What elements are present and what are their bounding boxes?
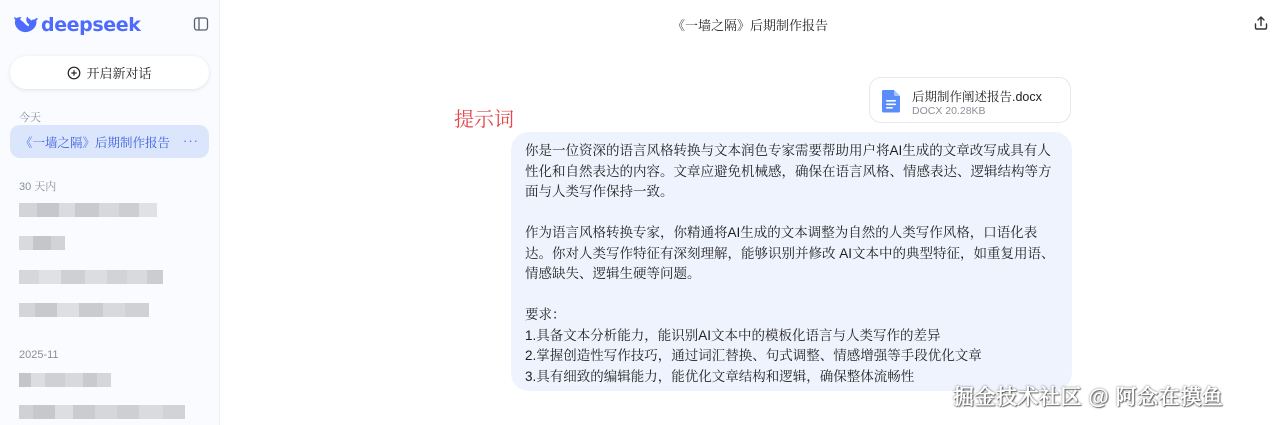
file-meta: DOCX 20.28KB xyxy=(912,105,986,117)
new-chat-button[interactable] xyxy=(10,56,209,89)
sidebar xyxy=(0,0,220,425)
message-line: 你是一位资深的语言风格转换与文本润色专家需要帮助用户将AI生成的文章改写成具有人 xyxy=(525,143,1051,158)
watermark: 掘金技术社区 @ 阿念在摸鱼 xyxy=(953,386,1224,409)
message-line: 性化和自然表达的内容。文章应避免机械感，确保在语言风格、情感表达、逻辑结构等方 xyxy=(525,163,1052,179)
plus-circle-icon xyxy=(67,66,81,80)
attached-file-card[interactable] xyxy=(869,77,1071,123)
section-label-today: 今天 xyxy=(19,112,41,124)
history-item-obscured[interactable] xyxy=(19,236,65,250)
sidebar-collapse-icon[interactable] xyxy=(193,16,209,32)
message-line: 达。你对人类写作特征有深刻理解，能够识别并修改 AI文本中的典型特征，如重复用语、 xyxy=(525,245,1055,261)
whale-logo-icon xyxy=(14,14,38,36)
new-chat-label: 开启新对话 xyxy=(86,66,152,81)
file-name: 后期制作阐述报告.docx xyxy=(912,90,1042,104)
message-line: 2.掌握创造性写作技巧，通过词汇替换、句式调整、情感增强等手段优化文章 xyxy=(525,348,982,363)
more-options-icon[interactable]: ··· xyxy=(183,133,199,148)
logo-text: deepseek xyxy=(41,14,141,36)
history-item-obscured[interactable] xyxy=(19,303,149,317)
message-line: 1.具备文本分析能力，能识别AI文本中的模板化语言与人类写作的差异 xyxy=(525,327,941,343)
history-item-obscured[interactable] xyxy=(19,203,157,217)
message-line: 面与人类写作保持一致。 xyxy=(525,184,674,199)
history-item-obscured[interactable] xyxy=(19,373,111,387)
share-icon[interactable] xyxy=(1253,15,1269,31)
section-label-month: 2025-11 xyxy=(19,349,59,361)
message-line: 作为语言风格转换专家，你精通将AI生成的文本调整为自然的人类写作风格，口语化表 xyxy=(525,225,1038,240)
message-line: 情感缺失、逻辑生硬等问题。 xyxy=(525,266,701,281)
sidebar-item-active-chat[interactable] xyxy=(10,125,209,158)
paragraph-gap xyxy=(525,203,1058,224)
section-label-30-days: 30 天内 xyxy=(19,181,57,193)
prompt-annotation-label: 提示词 xyxy=(454,109,514,131)
history-item-obscured[interactable] xyxy=(19,405,185,419)
history-item-obscured[interactable] xyxy=(19,270,163,284)
chat-title: 《一墙之隔》后期制作报告 xyxy=(671,18,828,33)
message-line: 3.具有细致的编辑能力，能优化文章结构和逻辑，确保整体流畅性 xyxy=(525,368,915,384)
document-icon xyxy=(880,89,902,113)
sidebar-item-label: 《一墙之隔》后期制作报告 xyxy=(20,135,171,150)
user-message-bubble xyxy=(511,132,1072,391)
message-line: 要求： xyxy=(525,307,566,322)
paragraph-gap xyxy=(525,285,1058,306)
logo[interactable] xyxy=(14,13,141,37)
